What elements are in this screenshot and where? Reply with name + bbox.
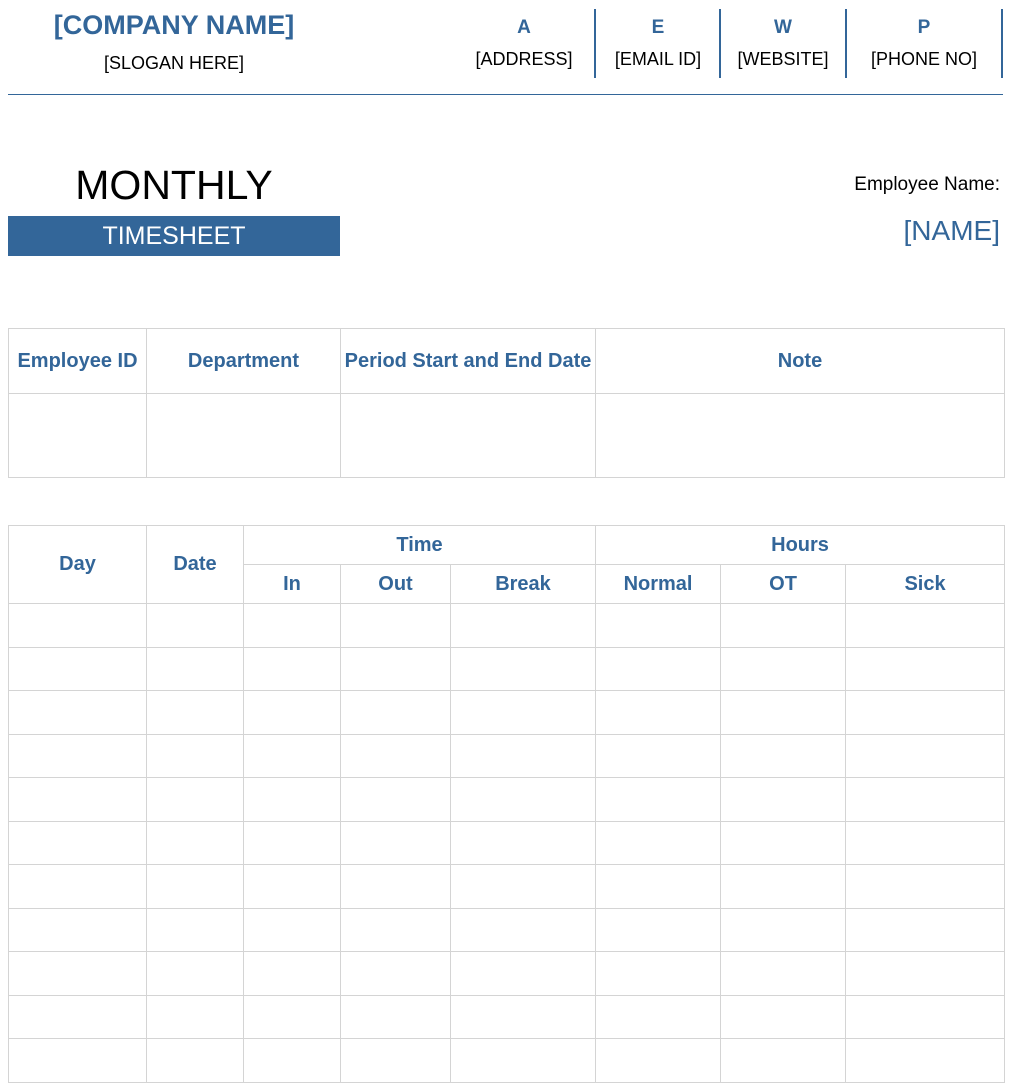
ot-cell[interactable] bbox=[721, 908, 846, 952]
company-name: [COMPANY NAME] bbox=[53, 10, 295, 40]
sick-cell[interactable] bbox=[846, 821, 1005, 865]
break-cell[interactable] bbox=[451, 908, 596, 952]
date-cell[interactable] bbox=[147, 604, 244, 648]
ot-cell[interactable] bbox=[721, 604, 846, 648]
sick-cell[interactable] bbox=[846, 995, 1005, 1039]
ot-cell[interactable] bbox=[721, 952, 846, 996]
contact-website-letter: W bbox=[774, 17, 792, 38]
timesheet-table bbox=[8, 525, 1005, 1083]
department-cell[interactable] bbox=[147, 394, 341, 478]
break-cell[interactable] bbox=[451, 691, 596, 735]
ot-cell[interactable] bbox=[721, 647, 846, 691]
out-cell[interactable] bbox=[341, 1039, 451, 1083]
date-cell[interactable] bbox=[147, 865, 244, 909]
date-cell[interactable] bbox=[147, 691, 244, 735]
table-row bbox=[9, 691, 1005, 735]
normal-cell[interactable] bbox=[596, 1039, 721, 1083]
normal-cell[interactable] bbox=[596, 691, 721, 735]
in-cell[interactable] bbox=[244, 647, 341, 691]
date-cell[interactable] bbox=[147, 908, 244, 952]
break-cell[interactable] bbox=[451, 952, 596, 996]
contact-address bbox=[455, 15, 593, 70]
out-cell[interactable] bbox=[341, 908, 451, 952]
company-slogan: [SLOGAN HERE] bbox=[103, 53, 245, 73]
header-normal: Normal bbox=[596, 565, 721, 604]
ot-cell[interactable] bbox=[721, 1039, 846, 1083]
table-row bbox=[9, 734, 1005, 778]
header-out: Out bbox=[341, 565, 451, 604]
header-day: Day bbox=[9, 526, 147, 604]
out-cell[interactable] bbox=[341, 778, 451, 822]
sick-cell[interactable] bbox=[846, 1039, 1005, 1083]
out-cell[interactable] bbox=[341, 734, 451, 778]
day-cell[interactable] bbox=[9, 952, 147, 996]
normal-cell[interactable] bbox=[596, 908, 721, 952]
ot-cell[interactable] bbox=[721, 778, 846, 822]
table-header-row bbox=[9, 329, 1005, 394]
break-cell[interactable] bbox=[451, 778, 596, 822]
ot-cell[interactable] bbox=[721, 734, 846, 778]
break-cell[interactable] bbox=[451, 865, 596, 909]
out-cell[interactable] bbox=[341, 821, 451, 865]
out-cell[interactable] bbox=[341, 865, 451, 909]
table-row bbox=[9, 995, 1005, 1039]
contact-phone bbox=[847, 15, 1001, 70]
day-cell[interactable] bbox=[9, 908, 147, 952]
contact-email-letter: E bbox=[651, 17, 665, 38]
date-cell[interactable] bbox=[147, 1039, 244, 1083]
table-row bbox=[9, 604, 1005, 648]
employee-id-cell[interactable] bbox=[9, 394, 147, 478]
in-cell[interactable] bbox=[244, 691, 341, 735]
sick-cell[interactable] bbox=[846, 647, 1005, 691]
date-cell[interactable] bbox=[147, 647, 244, 691]
normal-cell[interactable] bbox=[596, 604, 721, 648]
note-cell[interactable] bbox=[596, 394, 1005, 478]
employee-name-field[interactable]: [NAME] bbox=[903, 215, 1000, 246]
title-timesheet-bar: TIMESHEET bbox=[8, 216, 340, 256]
header-time-group: Time bbox=[244, 526, 596, 565]
contact-website-value: [WEBSITE] bbox=[737, 49, 829, 69]
header-note: Note bbox=[596, 329, 1005, 394]
header-break: Break bbox=[451, 565, 596, 604]
table-row bbox=[9, 1039, 1005, 1083]
day-cell[interactable] bbox=[9, 778, 147, 822]
in-cell[interactable] bbox=[244, 952, 341, 996]
in-cell[interactable] bbox=[244, 1039, 341, 1083]
date-cell[interactable] bbox=[147, 952, 244, 996]
in-cell[interactable] bbox=[244, 734, 341, 778]
in-cell[interactable] bbox=[244, 821, 341, 865]
contact-separator bbox=[1001, 9, 1003, 78]
day-cell[interactable] bbox=[9, 734, 147, 778]
date-cell[interactable] bbox=[147, 821, 244, 865]
table-header-row bbox=[9, 526, 1005, 565]
normal-cell[interactable] bbox=[596, 995, 721, 1039]
in-cell[interactable] bbox=[244, 604, 341, 648]
header-date: Date bbox=[147, 526, 244, 604]
break-cell[interactable] bbox=[451, 1039, 596, 1083]
sick-cell[interactable] bbox=[846, 778, 1005, 822]
day-cell[interactable] bbox=[9, 821, 147, 865]
header-ot: OT bbox=[721, 565, 846, 604]
day-cell[interactable] bbox=[9, 691, 147, 735]
header-sick: Sick bbox=[846, 565, 1005, 604]
table-row bbox=[9, 394, 1005, 478]
day-cell[interactable] bbox=[9, 604, 147, 648]
contact-phone-letter: P bbox=[917, 17, 931, 38]
header-employee-id: Employee ID bbox=[9, 329, 147, 394]
date-cell[interactable] bbox=[147, 778, 244, 822]
sick-cell[interactable] bbox=[846, 908, 1005, 952]
contact-address-value: [ADDRESS] bbox=[475, 49, 573, 69]
normal-cell[interactable] bbox=[596, 778, 721, 822]
out-cell[interactable] bbox=[341, 604, 451, 648]
sick-cell[interactable] bbox=[846, 865, 1005, 909]
out-cell[interactable] bbox=[341, 952, 451, 996]
table-row bbox=[9, 647, 1005, 691]
header-department: Department bbox=[147, 329, 341, 394]
header-period: Period Start and End Date bbox=[341, 329, 596, 394]
table-row bbox=[9, 908, 1005, 952]
out-cell[interactable] bbox=[341, 647, 451, 691]
sick-cell[interactable] bbox=[846, 734, 1005, 778]
table-row bbox=[9, 778, 1005, 822]
day-cell[interactable] bbox=[9, 1039, 147, 1083]
normal-cell[interactable] bbox=[596, 821, 721, 865]
date-cell[interactable] bbox=[147, 995, 244, 1039]
day-cell[interactable] bbox=[9, 865, 147, 909]
contact-address-letter: A bbox=[517, 17, 531, 38]
normal-cell[interactable] bbox=[596, 734, 721, 778]
sick-cell[interactable] bbox=[846, 604, 1005, 648]
header-in: In bbox=[244, 565, 341, 604]
table-row bbox=[9, 821, 1005, 865]
in-cell[interactable] bbox=[244, 908, 341, 952]
out-cell[interactable] bbox=[341, 995, 451, 1039]
sick-cell[interactable] bbox=[846, 691, 1005, 735]
break-cell[interactable] bbox=[451, 647, 596, 691]
employee-info-table bbox=[8, 328, 1005, 478]
period-cell[interactable] bbox=[341, 394, 596, 478]
contact-email-value: [EMAIL ID] bbox=[614, 49, 702, 69]
ot-cell[interactable] bbox=[721, 995, 846, 1039]
in-cell[interactable] bbox=[244, 778, 341, 822]
in-cell[interactable] bbox=[244, 865, 341, 909]
break-cell[interactable] bbox=[451, 604, 596, 648]
break-cell[interactable] bbox=[451, 821, 596, 865]
break-cell[interactable] bbox=[451, 995, 596, 1039]
ot-cell[interactable] bbox=[721, 865, 846, 909]
ot-cell[interactable] bbox=[721, 691, 846, 735]
contact-email bbox=[596, 15, 720, 70]
header-divider bbox=[8, 94, 1003, 95]
table-row bbox=[9, 952, 1005, 996]
employee-name-label: Employee Name: bbox=[854, 174, 1000, 195]
normal-cell[interactable] bbox=[596, 952, 721, 996]
header-hours-group: Hours bbox=[596, 526, 1005, 565]
contact-phone-value: [PHONE NO] bbox=[870, 49, 977, 69]
date-cell[interactable] bbox=[147, 734, 244, 778]
title-monthly: MONTHLY bbox=[75, 162, 273, 208]
table-row bbox=[9, 865, 1005, 909]
sick-cell[interactable] bbox=[846, 952, 1005, 996]
out-cell[interactable] bbox=[341, 691, 451, 735]
break-cell[interactable] bbox=[451, 734, 596, 778]
timesheet-body bbox=[9, 604, 1005, 1083]
normal-cell[interactable] bbox=[596, 865, 721, 909]
day-cell[interactable] bbox=[9, 647, 147, 691]
normal-cell[interactable] bbox=[596, 647, 721, 691]
contact-website bbox=[721, 15, 845, 70]
ot-cell[interactable] bbox=[721, 821, 846, 865]
in-cell[interactable] bbox=[244, 995, 341, 1039]
day-cell[interactable] bbox=[9, 995, 147, 1039]
